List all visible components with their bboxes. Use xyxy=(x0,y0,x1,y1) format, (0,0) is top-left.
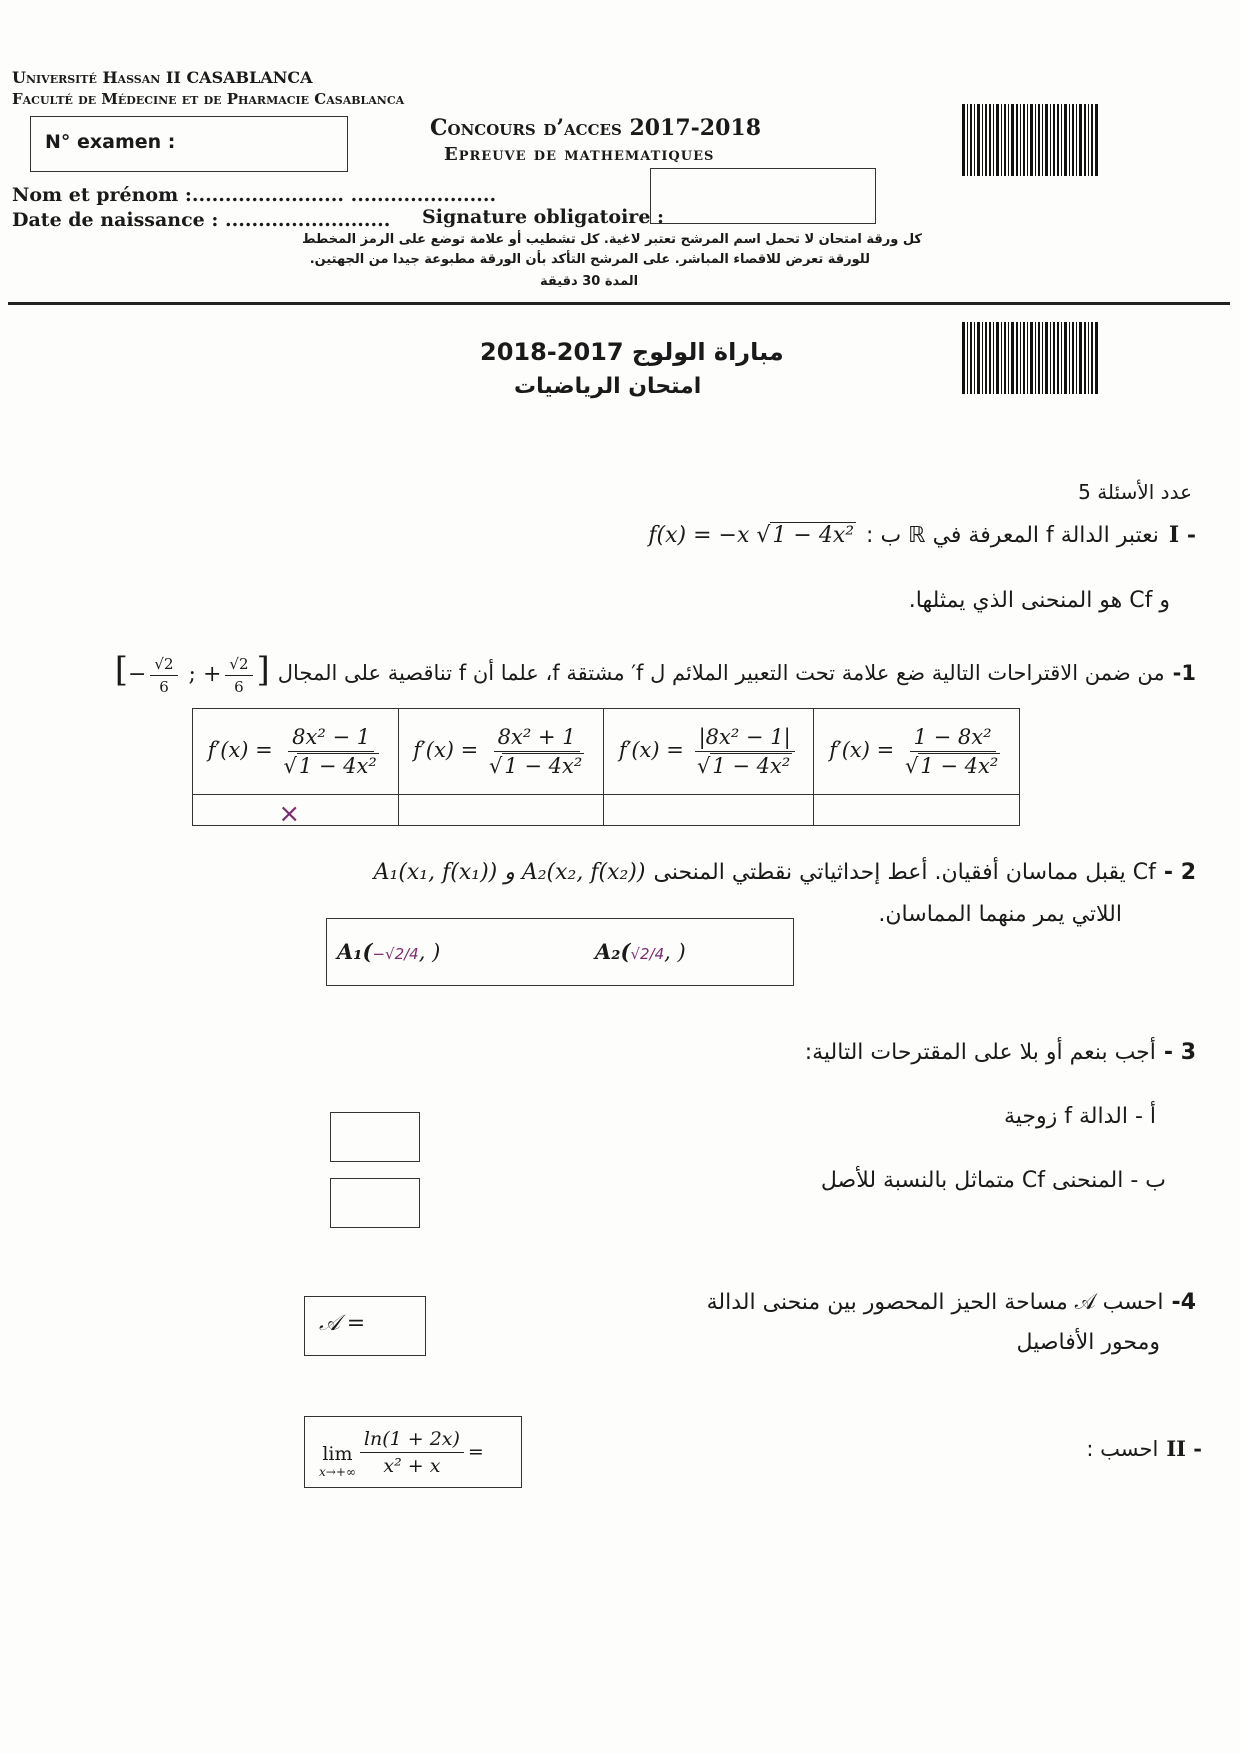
derivative-options-table xyxy=(192,708,1020,829)
limit-subscript: x→+∞ xyxy=(319,1465,356,1479)
limit-expression xyxy=(319,1425,484,1479)
name-field-label[interactable]: Nom et prénom :....................... ...................... xyxy=(12,184,497,206)
header-divider xyxy=(8,302,1230,305)
exam-number-box[interactable] xyxy=(30,116,348,172)
curve-definition: و Cf هو المنحنى الذي يمثلها. xyxy=(908,588,1170,613)
a2-answer: A₂(√2/4, ) xyxy=(595,939,686,964)
question-1-line xyxy=(115,650,1196,696)
derivative-option-4: f′(x) = 1 − 8x² √ 1 − 4x² xyxy=(814,709,1020,795)
answer-cell-4[interactable] xyxy=(814,795,1020,826)
exam-number-label: N° examen : xyxy=(45,131,176,153)
question-4-text: احسب 𝒜 مساحة الحيز المحصور بين منحنى الدالة xyxy=(706,1290,1164,1315)
faculty-name: Faculté de Médecine et de Pharmacie Casablanca xyxy=(12,90,405,108)
question-3-line xyxy=(805,1040,1196,1065)
questions-count: عدد الأسئلة 5 xyxy=(1078,480,1192,504)
tangent-points-answer-box[interactable] xyxy=(326,918,794,986)
question-3-a: أ - الدالة f زوجية xyxy=(1003,1104,1156,1129)
arabic-title-line-1: مباراة الولوج 2017-2018 xyxy=(480,338,784,366)
question-3-b-answer-box[interactable] xyxy=(330,1178,420,1228)
area-answer-box[interactable] xyxy=(304,1296,426,1356)
question-2-label: 2 - xyxy=(1163,860,1196,885)
limit-equals: = xyxy=(467,1441,484,1463)
question-3-text: أجب بنعم أو بلا على المقترحات التالية: xyxy=(804,1040,1156,1065)
part-2-line xyxy=(1086,1436,1202,1461)
decreasing-interval: [− $\frac{√2}{6}$ ; + $\frac{√2}{6}$ ] xyxy=(114,650,270,696)
exam-duration: المدة 30 دقيقة xyxy=(540,274,639,289)
warning-line-2: للورقة تعرض للاقصاء المباشر. على المرشح التأكد بأن الورقة مطبوعة جيدا من الجهتين. xyxy=(309,252,870,267)
area-label: 𝒜 = xyxy=(319,1311,366,1336)
warning-line-1: كل ورقة امتحان لا تحمل اسم المرشح تعتبر لاغية. كل تشطيب أو علامة توضع على الرمز المخطط xyxy=(302,232,922,247)
part-1-line xyxy=(648,522,1196,548)
derivative-option-1: f′(x) = 8x² − 1 √ 1 − 4x² xyxy=(193,709,399,795)
question-3-b: ب - المنحنى Cf متماثل بالنسبة للأصل xyxy=(820,1168,1166,1193)
derivative-option-2: f′(x) = 8x² + 1 √ 1 − 4x² xyxy=(398,709,604,795)
a1-answer: A₁(−√2/4, ) xyxy=(337,939,441,964)
answer-cell-1[interactable] xyxy=(193,795,399,829)
question-3-label: 3 - xyxy=(1163,1040,1196,1065)
question-2-line xyxy=(374,860,1196,885)
question-4-label: 4- xyxy=(1171,1290,1196,1315)
question-3-a-answer-box[interactable] xyxy=(330,1112,420,1162)
arabic-title-line-2: امتحان الرياضيات xyxy=(514,374,702,399)
tangent-points: A₁(x₁, f(x₁)) و A₂(x₂, f(x₂)) xyxy=(373,860,646,885)
part-2-label: II - xyxy=(1166,1436,1202,1461)
part-1-intro: نعتبر الدالة f المعرفة في ℝ ب : xyxy=(866,522,1159,548)
question-4-line xyxy=(707,1290,1196,1315)
limit-numerator: ln(1 + 2x) xyxy=(360,1428,464,1453)
limit-operator: lim xyxy=(322,1443,353,1465)
answer-cell-3[interactable] xyxy=(604,795,814,826)
limit-denominator: x² + x xyxy=(383,1454,441,1477)
answer-cell-2[interactable] xyxy=(398,795,604,826)
question-2-text-2: اللاتي يمر منهما المماسان. xyxy=(878,902,1122,927)
question-4-text-2: ومحور الأفاصيل xyxy=(1016,1330,1160,1355)
function-definition: f(x) = −x √ 1 − 4x² xyxy=(648,523,856,548)
birth-date-label[interactable]: Date de naissance : ......................... xyxy=(12,209,391,231)
barcode-middle xyxy=(962,322,1100,394)
signature-box[interactable] xyxy=(650,168,876,224)
question-1-text: من ضمن الاقتراحات التالية ضع علامة تحت التعبير الملائم ل f′ مشتقة f، علما أن f تناقصية على المجال xyxy=(277,660,1165,685)
question-2-text: Cf يقبل مماسان أفقيان. أعط إحداثياتي نقطتي المنحنى xyxy=(653,860,1156,885)
contest-title: Concours d’acces 2017-2018 xyxy=(430,115,762,141)
limit-answer-box[interactable] xyxy=(304,1416,522,1488)
part-2-text: احسب : xyxy=(1086,1436,1159,1461)
university-name: Université Hassan II CASABLANCA xyxy=(12,68,313,87)
part-1-label: I - xyxy=(1168,522,1196,548)
question-1-label: 1- xyxy=(1172,660,1196,685)
barcode-top xyxy=(962,104,1100,176)
derivative-option-3: f′(x) = |8x² − 1| √ 1 − 4x² xyxy=(604,709,814,795)
exam-subject: Epreuve de mathematiques xyxy=(444,144,715,165)
answer-mark: × xyxy=(278,799,301,829)
signature-label: Signature obligatoire : xyxy=(422,206,665,228)
